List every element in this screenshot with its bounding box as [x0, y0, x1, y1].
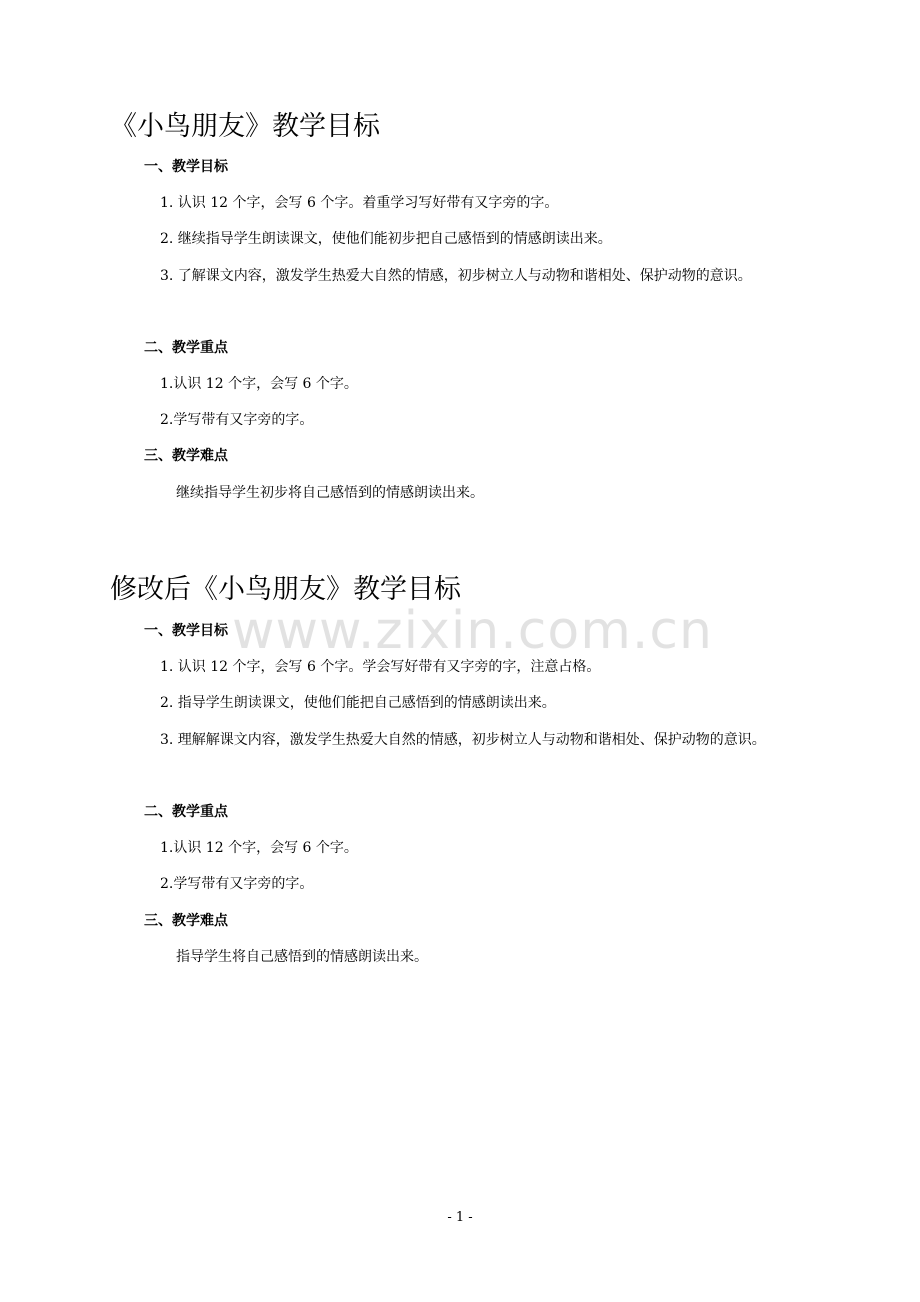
doc2-goal-1: 1. 认识 12 个字，会写 6 个字。学会写好带有又字旁的字，注意占格。 [160, 659, 601, 675]
doc1-difficulty-1: 继续指导学生初步将自己感悟到的情感朗读出来。 [176, 485, 484, 501]
doc1-heading-difficulty: 三、教学难点 [144, 448, 228, 464]
doc2-goal-2: 2. 指导学生朗读课文，使他们能把自己感悟到的情感朗读出来。 [160, 695, 556, 711]
doc1-heading-goals: 一、教学目标 [144, 159, 228, 175]
doc2-difficulty-1: 指导学生将自己感悟到的情感朗读出来。 [176, 949, 428, 965]
doc1-heading-focus: 二、教学重点 [144, 340, 228, 356]
doc1-focus-2: 2.学写带有又字旁的字。 [160, 412, 314, 428]
doc1-focus-1: 1.认识 12 个字，会写 6 个字。 [160, 376, 358, 392]
doc2-focus-2: 2.学写带有又字旁的字。 [160, 876, 314, 892]
doc1-goal-1: 1. 认识 12 个字，会写 6 个字。着重学习写好带有又字旁的字。 [160, 195, 559, 211]
doc1-goal-3: 3. 了解课文内容，激发学生热爱大自然的情感，初步树立人与动物和谐相处、保护动物的意识。 [160, 268, 752, 284]
doc2-focus-1: 1.认识 12 个字，会写 6 个字。 [160, 840, 358, 856]
watermark: www.zixin.com.cn [232, 601, 713, 661]
page-number: - 1 - [447, 1210, 473, 1225]
doc2-heading-goals: 一、教学目标 [144, 623, 228, 639]
doc1-title: 《小鸟朋友》教学目标 [110, 111, 380, 142]
doc2-goal-3: 3. 理解解课文内容，激发学生热爱大自然的情感，初步树立人与动物和谐相处、保护动物的意识。 [160, 732, 766, 748]
doc2-heading-focus: 二、教学重点 [144, 804, 228, 820]
doc1-goal-2: 2. 继续指导学生朗读课文，使他们能初步把自己感悟到的情感朗读出来。 [160, 231, 612, 247]
doc2-title: 修改后《小鸟朋友》教学目标 [110, 574, 461, 605]
doc2-heading-difficulty: 三、教学难点 [144, 913, 228, 929]
